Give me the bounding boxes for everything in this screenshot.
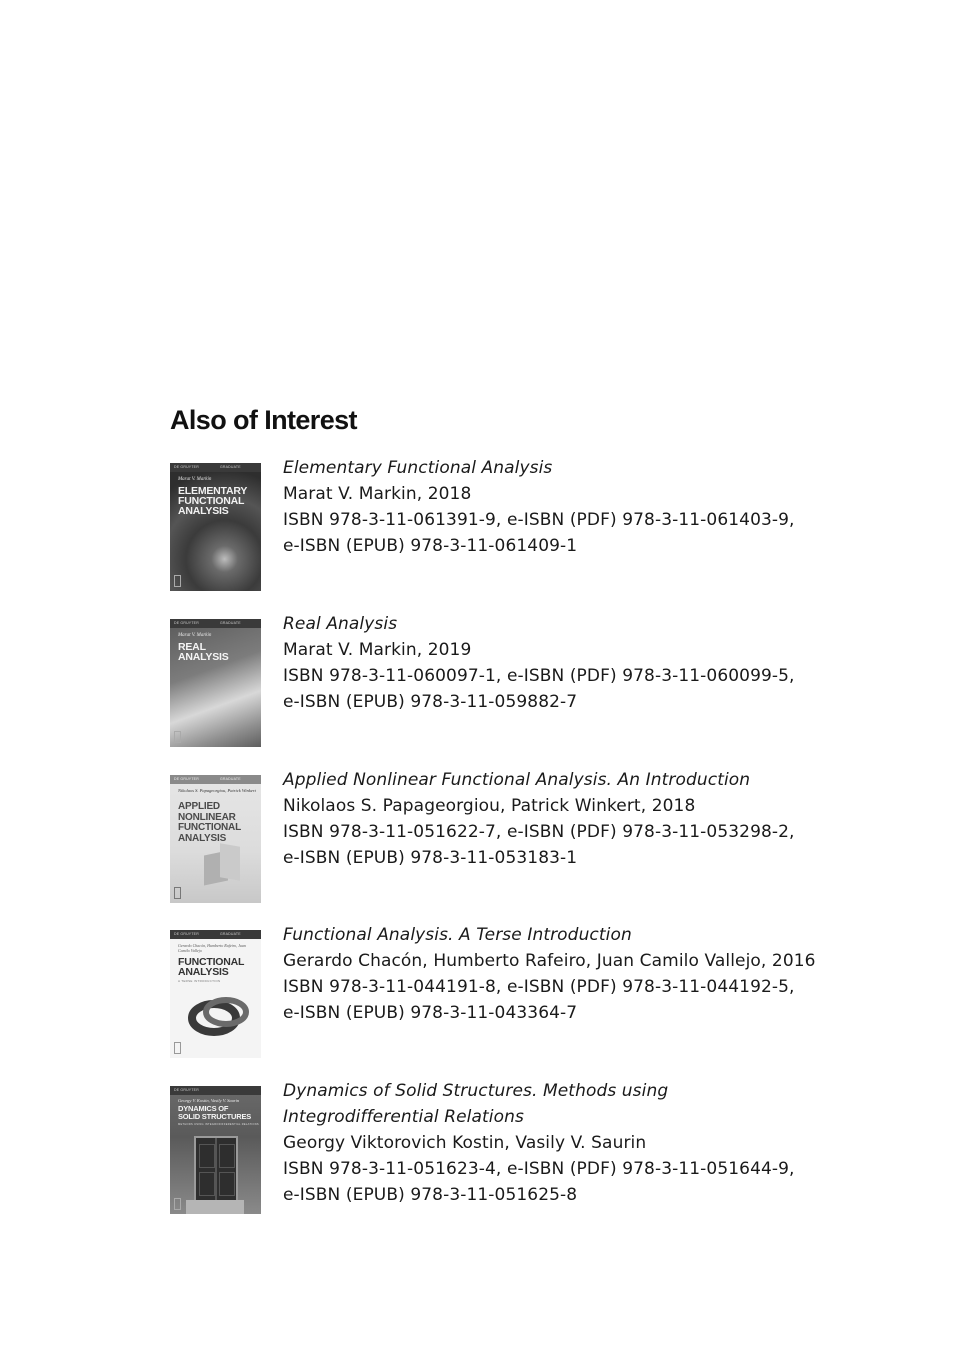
cover-subtitle: A TERSE INTRODUCTION (178, 979, 221, 983)
torus-artwork-icon (184, 990, 254, 1040)
publisher-logo-icon (174, 731, 181, 743)
book-title: Elementary Functional Analysis (283, 458, 553, 478)
book-authors: Nikolaos S. Papageorgiou, Patrick Winkert, 2018 (283, 796, 696, 816)
book-authors: Georgy Viktorovich Kostin, Vasily V. Saurin (283, 1133, 647, 1153)
book-cover-image: DE GRUYTER GRADUATE Nikolaos S. Papageorgiou, Patrick Winkert APPLIED NONLINEAR FUNCTIONAL ANALYSIS (170, 775, 261, 903)
book-title: Applied Nonlinear Functional Analysis. An Introduction (283, 770, 751, 790)
publisher-logo-icon (174, 575, 181, 587)
door-artwork (194, 1136, 238, 1202)
publisher-logo-icon (174, 1042, 181, 1054)
book-authors: Gerardo Chacón, Humberto Rafeiro, Juan Camilo Vallejo, 2016 (283, 951, 816, 971)
book-eisbn-epub: e-ISBN (EPUB) 978-3-11-051625-8 (283, 1185, 578, 1205)
book-eisbn-epub: e-ISBN (EPUB) 978-3-11-059882-7 (283, 692, 578, 712)
cover-title: FUNCTIONAL ANALYSIS (178, 956, 245, 978)
book-authors: Marat V. Markin, 2019 (283, 640, 472, 660)
page-heading: Also of Interest (170, 405, 357, 435)
book-title: Real Analysis (283, 614, 398, 634)
publisher-logo-icon (174, 1198, 181, 1210)
book-cover-image: DE GRUYTER GRADUATE Gerardo Chacón, Humberto Rafeiro, Juan Camilo Vallejo FUNCTIONAL ANALYSIS A TERSE INTRODUCTION (170, 930, 261, 1058)
steps-artwork (186, 1200, 244, 1214)
book-title: Dynamics of Solid Structures. Methods using Integrodifferential Relations (283, 1081, 669, 1127)
cover-author: Marat V. Markin (178, 633, 212, 638)
book-eisbn-epub: e-ISBN (EPUB) 978-3-11-061409-1 (283, 536, 578, 556)
cover-subtitle: METHODS USING INTEGRODIFFERENTIAL RELATIONS (178, 1123, 259, 1126)
cover-title: REAL ANALYSIS (178, 641, 229, 663)
book-isbn: ISBN 978-3-11-051623-4, e-ISBN (PDF) 978-3-11-051644-9, (283, 1159, 795, 1179)
book-cover-image: DE GRUYTER GRADUATE Marat V. Markin REAL ANALYSIS (170, 619, 261, 747)
book-isbn: ISBN 978-3-11-051622-7, e-ISBN (PDF) 978-3-11-053298-2, (283, 822, 795, 842)
cover-author: Marat V. Markin (178, 477, 212, 482)
book-isbn: ISBN 978-3-11-061391-9, e-ISBN (PDF) 978-3-11-061403-9, (283, 510, 795, 530)
book-title: Functional Analysis. A Terse Introduction (283, 925, 632, 945)
cover-title: APPLIED NONLINEAR FUNCTIONAL ANALYSIS (178, 801, 241, 844)
cover-author: Nikolaos S. Papageorgiou, Patrick Winkert (178, 788, 256, 793)
cover-author: Gerardo Chacón, Humberto Rafeiro, Juan Camilo Vallejo (178, 943, 246, 953)
cover-title: ELEMENTARY FUNCTIONAL ANALYSIS (178, 485, 248, 517)
book-authors: Marat V. Markin, 2018 (283, 484, 472, 504)
book-eisbn-epub: e-ISBN (EPUB) 978-3-11-053183-1 (283, 848, 578, 868)
book-cover-image: DE GRUYTER GRADUATE Marat V. Markin ELEMENTARY FUNCTIONAL ANALYSIS (170, 463, 261, 591)
book-eisbn-epub: e-ISBN (EPUB) 978-3-11-043364-7 (283, 1003, 578, 1023)
cover-artwork (220, 843, 240, 881)
cover-author: Georgy V. Kostin, Vasily V. Saurin (178, 1098, 240, 1103)
book-isbn: ISBN 978-3-11-060097-1, e-ISBN (PDF) 978-3-11-060099-5, (283, 666, 795, 686)
cover-title: DYNAMICS OF SOLID STRUCTURES (178, 1104, 252, 1121)
book-isbn: ISBN 978-3-11-044191-8, e-ISBN (PDF) 978-3-11-044192-5, (283, 977, 795, 997)
book-cover-image: DE GRUYTER Georgy V. Kostin, Vasily V. Saurin DYNAMICS OF SOLID STRUCTURES METHODS USING INTEGRODIFFERENTIAL RELATIONS (170, 1086, 261, 1214)
publisher-logo-icon (174, 887, 181, 899)
